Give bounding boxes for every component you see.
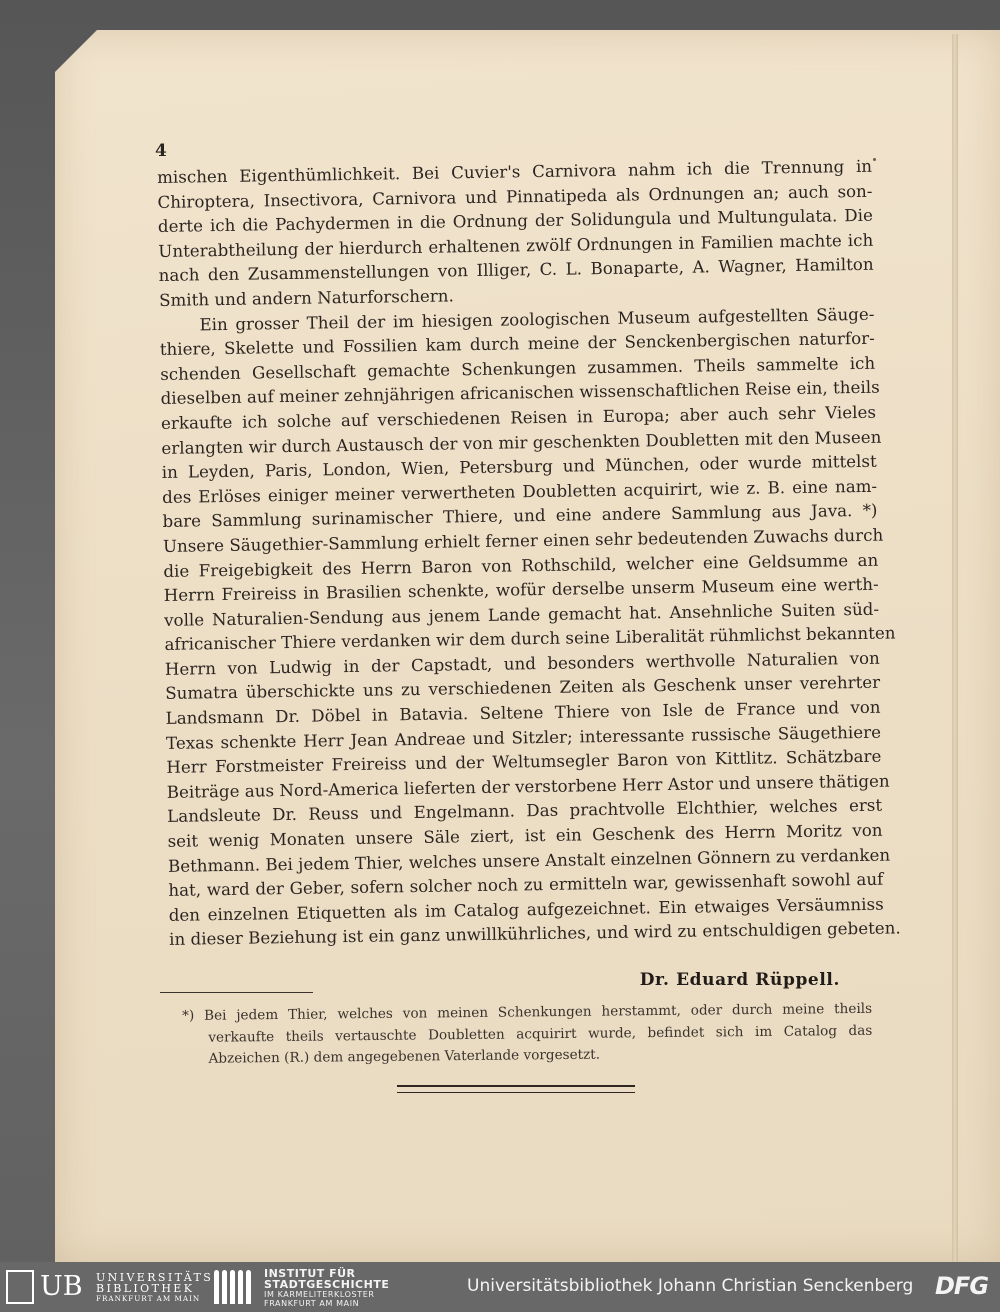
body-text (157, 155, 901, 953)
text-line: in Leyden, Paris, London, Wien, Petersburg und München, oder wurde mittelst (161, 451, 877, 483)
text-line: Smith und andern Naturforschern. (158, 286, 455, 310)
ub-line-3: FRANKFURT AM MAIN (96, 1294, 201, 1303)
text-line: mischen Eigenthümlichkeit. Bei Cuvier's Carnivora nahm ich die Trennung in (157, 156, 873, 187)
institute-name[interactable] (264, 1268, 389, 1308)
text-line: Ein grosser Theil der im hiesigen zoologischen Museum aufgestellten Säuge- (199, 304, 875, 334)
text-line: Unsere Säugethier-Sammlung erhielt ferner einen sehr bedeutenden Zuwachs durch (162, 525, 884, 556)
text-line: schenden Gesellschaft gemachte Schenkungen zusammen. Theils sammelte ich (160, 353, 876, 384)
text-line: seit wenig Monaten unsere Säle ziert, ist ein Geschenk des Herrn Moritz von (167, 820, 883, 851)
ub-line-2: BIBLIOTHEK (96, 1281, 195, 1295)
text-line: Landsmann Dr. Döbel in Batavia. Seltene Thiere von Isle de France und von (165, 697, 881, 728)
ub-line-1: UNIVERSITÄTS (96, 1271, 214, 1284)
text-line: hat, ward der Geber, sofern solcher noch zu ermitteln war, gewissenhaft sowohl auf (168, 869, 884, 901)
institute-line-3: IM KARMELITERKLOSTER (264, 1290, 375, 1299)
text-line: erlangten wir durch Austausch der von mir geschenkten Doubletten mit den Museen (161, 427, 882, 458)
next-page-edge (952, 34, 958, 1262)
ub-name[interactable] (96, 1273, 213, 1305)
library-name-link[interactable]: Universitätsbibliothek Johann Christian Senckenberg (467, 1276, 914, 1296)
institute-line-1: INSTITUT FÜR (264, 1267, 356, 1280)
institute-arches-icon[interactable] (214, 1270, 258, 1304)
text-line: Landsleute Dr. Reuss und Engelmann. Das prachtvolle Elchthier, welches erst (167, 796, 883, 827)
text-line: derte ich die Pachydermen in die Ordnung der Solidungula und Multungulata. Die (157, 205, 874, 237)
signature-row (160, 970, 840, 1000)
footnote-line: verkaufte theils vertauschte Doubletten acquirirt wurde, befindet sich im Catalog das (208, 1022, 873, 1046)
viewer-footer-bar (0, 1262, 1000, 1312)
goethe-portrait-icon (6, 1270, 34, 1304)
text-line: Beiträge aus Nord-America lieferten der verstorbene Herr Astor und unsere thätigen (166, 771, 890, 802)
text-line: Sumatra überschickte uns zu verschiedenen Zeiten als Geschenk unser verehrter (165, 673, 881, 704)
page-number: 4 (155, 141, 167, 161)
text-line: erkaufte ich solche auf verschiedenen Reisen in Europa; aber auch sehr Vieles (160, 402, 877, 433)
text-line: Unterabtheilung der hierdurch erhaltenen zwölf Ordnungen in Familien machte ich (158, 230, 874, 261)
text-line: den einzelnen Etiquetten als im Catalog aufgezeichnet. Ein etwaiges Versäumniss (168, 894, 884, 925)
text-line: die Freigebigkeit des Herrn Baron von Rothschild, welcher eine Geldsumme an (163, 550, 879, 581)
text-line: africanischer Thiere verdanken wir dem durch seine Liberalität rühmlichst bekannten (164, 623, 896, 655)
author-signature: Dr. Eduard Rüppell. (639, 970, 840, 990)
institute-line-2: STADTGESCHICHTE (264, 1278, 390, 1291)
footnote (182, 999, 873, 1071)
footnote-separator-rule (160, 992, 313, 993)
text-line: Herrn Freireiss in Brasilien schenkte, wofür derselbe unserm Museum eine werth- (163, 574, 879, 606)
text-line: Herr Forstmeister Freireiss und der Weltumsegler Baron von Kittlitz. Schätzbare (166, 746, 882, 778)
dfg-logo[interactable]: DFG (935, 1272, 989, 1300)
text-line: Herrn von Ludwig in der Capstadt, und besonders werthvolle Naturalien von (164, 648, 880, 679)
ink-speck (873, 158, 876, 161)
text-line: Chiroptera, Insectivora, Carnivora und Pinnatipeda als Ordnungen an; auch son- (157, 181, 873, 212)
text-line: bare Sammlung surinamischer Thiere, und eine andere Sammlung aus Java. *) (162, 501, 878, 532)
end-double-rule (397, 1085, 635, 1093)
ub-logo-letters: UB (40, 1271, 83, 1302)
text-line: Bethmann. Bei jedem Thier, welches unsere Anstalt einzelnen Gönnern zu verdanken (167, 845, 891, 876)
text-line: volle Naturalien-Sendung aus jenem Lande gemacht hat. Ansehnliche Suiten süd- (163, 599, 880, 630)
text-line: in dieser Beziehung ist ein ganz unwillkührliches, und wird zu entschuldigen gebeten. (169, 918, 901, 950)
text-line: Texas schenkte Herr Jean Andreae und Sitzler; interessante russische Säugethiere (165, 722, 882, 753)
text-line: dieselben auf meiner zehnjährigen africanischen wissenschaftlichen Reise ein, theils (160, 378, 880, 409)
text-line: nach den Zusammenstellungen von Illiger, C. L. Bonaparte, A. Wagner, Hamilton (158, 255, 874, 286)
footnote-line: *) Bei jedem Thier, welches von meinen Schenkungen herstammt, oder durch meine theils (182, 1000, 873, 1024)
text-line: thiere, Skelette und Fossilien kam durch meine der Senckenbergischen naturfor- (159, 328, 875, 360)
institute-line-4: FRANKFURT AM MAIN (264, 1299, 360, 1308)
ub-logo[interactable] (6, 1270, 94, 1304)
footnote-line: Abzeichen (R.) dem angegebenen Vaterlande vorgesetzt. (208, 1046, 601, 1067)
text-line: des Erlöses einiger meiner verwertheten Doubletten acquirirt, wie z. B. eine nam- (162, 476, 878, 507)
